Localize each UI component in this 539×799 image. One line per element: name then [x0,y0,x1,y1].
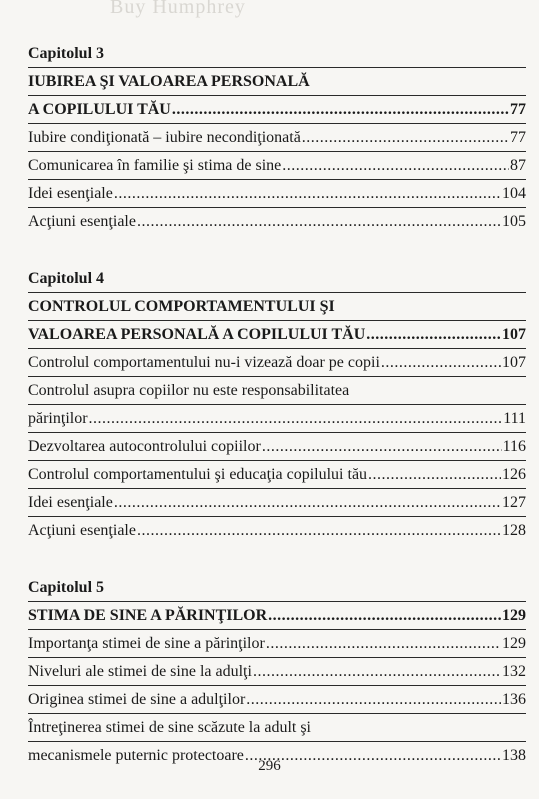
toc-entry[interactable] [28,124,526,152]
chapter-5 [28,574,526,769]
entry-page-number: 105 [502,213,526,230]
entry-page-number: 116 [502,438,526,455]
entry-title: Dezvoltarea autocontrolului copiilor [28,438,261,455]
bleed-through-text: Buy Humphrey [110,0,246,18]
entry-title: Controlul comportamentului şi educaţia copilului tău [28,466,368,483]
toc-entry[interactable] [28,714,526,742]
entry-title: A COPILULUI TĂU [28,101,171,118]
entry-page-number: 87 [510,157,526,174]
dot-leader [137,517,501,544]
chapter-title: CONTROLUL COMPORTAMENTULUI ŞI [28,293,526,321]
page-number: 296 [258,758,281,774]
dot-leader [268,602,501,629]
chapter-title: IUBIREA ŞI VALOAREA PERSONALĂ [28,68,526,96]
chapter-label: Capitolul 3 [28,40,526,68]
dot-leader [253,658,501,685]
entry-title: Controlul comportamentului nu-i vizează doar pe copii [28,354,380,371]
entry-title: mecanismele puternic protectoare [28,747,244,764]
entry-title: Originea stimei de sine a adulţilor [28,691,246,708]
toc-entry[interactable] [28,517,526,544]
chapter-label: Capitolul 5 [28,574,526,602]
entry-page-number: 132 [502,663,526,680]
dot-leader [381,349,501,376]
toc-entry[interactable] [28,96,526,124]
dot-leader [114,489,501,516]
toc-entry[interactable] [28,630,526,658]
toc-entry[interactable] [28,405,526,433]
entry-page-number: 77 [510,101,526,118]
entry-page-number: 129 [502,607,526,624]
entry-title: Idei esenţiale [28,185,113,202]
dot-leader [368,461,501,488]
table-of-contents [28,40,526,799]
dot-leader [172,96,509,123]
entry-page-number: 111 [503,410,526,427]
toc-entry[interactable] [28,489,526,517]
dot-leader [366,321,501,348]
entry-title: Idei esenţiale [28,494,113,511]
entry-page-number: 77 [510,129,526,146]
entry-title: Iubire condiţionată – iubire necondiţionată [28,129,301,146]
toc-entry[interactable] [28,658,526,686]
toc-entry[interactable] [28,180,526,208]
dot-leader [282,152,509,179]
chapter-3 [28,40,526,235]
toc-entry[interactable] [28,602,526,630]
dot-leader [137,208,501,235]
dot-leader [114,180,501,207]
toc-entry[interactable] [28,321,526,349]
entry-page-number: 129 [502,635,526,652]
entry-title: Acţiuni esenţiale [28,213,136,230]
dot-leader [246,686,501,713]
entry-page-number: 107 [502,354,526,371]
toc-entry[interactable] [28,152,526,180]
entry-title: VALOAREA PERSONALĂ A COPILULUI TĂU [28,326,366,343]
entry-page-number: 126 [502,466,526,483]
entry-page-number: 136 [502,691,526,708]
entry-page-number: 104 [502,185,526,202]
toc-entry[interactable] [28,433,526,461]
dot-leader [266,630,501,657]
dot-leader [89,405,503,432]
entry-page-number: 128 [502,522,526,539]
entry-page-number: 138 [502,747,526,764]
toc-entry[interactable] [28,377,526,405]
entry-title: Întreţinerea stimei de sine scăzute la adult şi [28,719,311,736]
dot-leader [302,124,509,151]
toc-entry[interactable] [28,686,526,714]
entry-page-number: 107 [502,326,526,343]
toc-entry[interactable] [28,349,526,377]
toc-entry[interactable] [28,208,526,235]
entry-title: Importanţa stimei de sine a părinţilor [28,635,265,652]
entry-title: Controlul asupra copiilor nu este responsabilitatea [28,382,350,399]
entry-title: Comunicarea în familie şi stima de sine [28,157,282,174]
chapter-4 [28,265,526,544]
dot-leader [262,433,502,460]
entry-title: STIMA DE SINE A PĂRINŢILOR [28,607,268,624]
entry-title: Acţiuni esenţiale [28,522,136,539]
chapter-label: Capitolul 4 [28,265,526,293]
toc-entry[interactable] [28,461,526,489]
entry-page-number: 127 [502,494,526,511]
entry-title: Niveluri ale stimei de sine la adulţi [28,663,252,680]
entry-title: părinţilor [28,410,88,427]
